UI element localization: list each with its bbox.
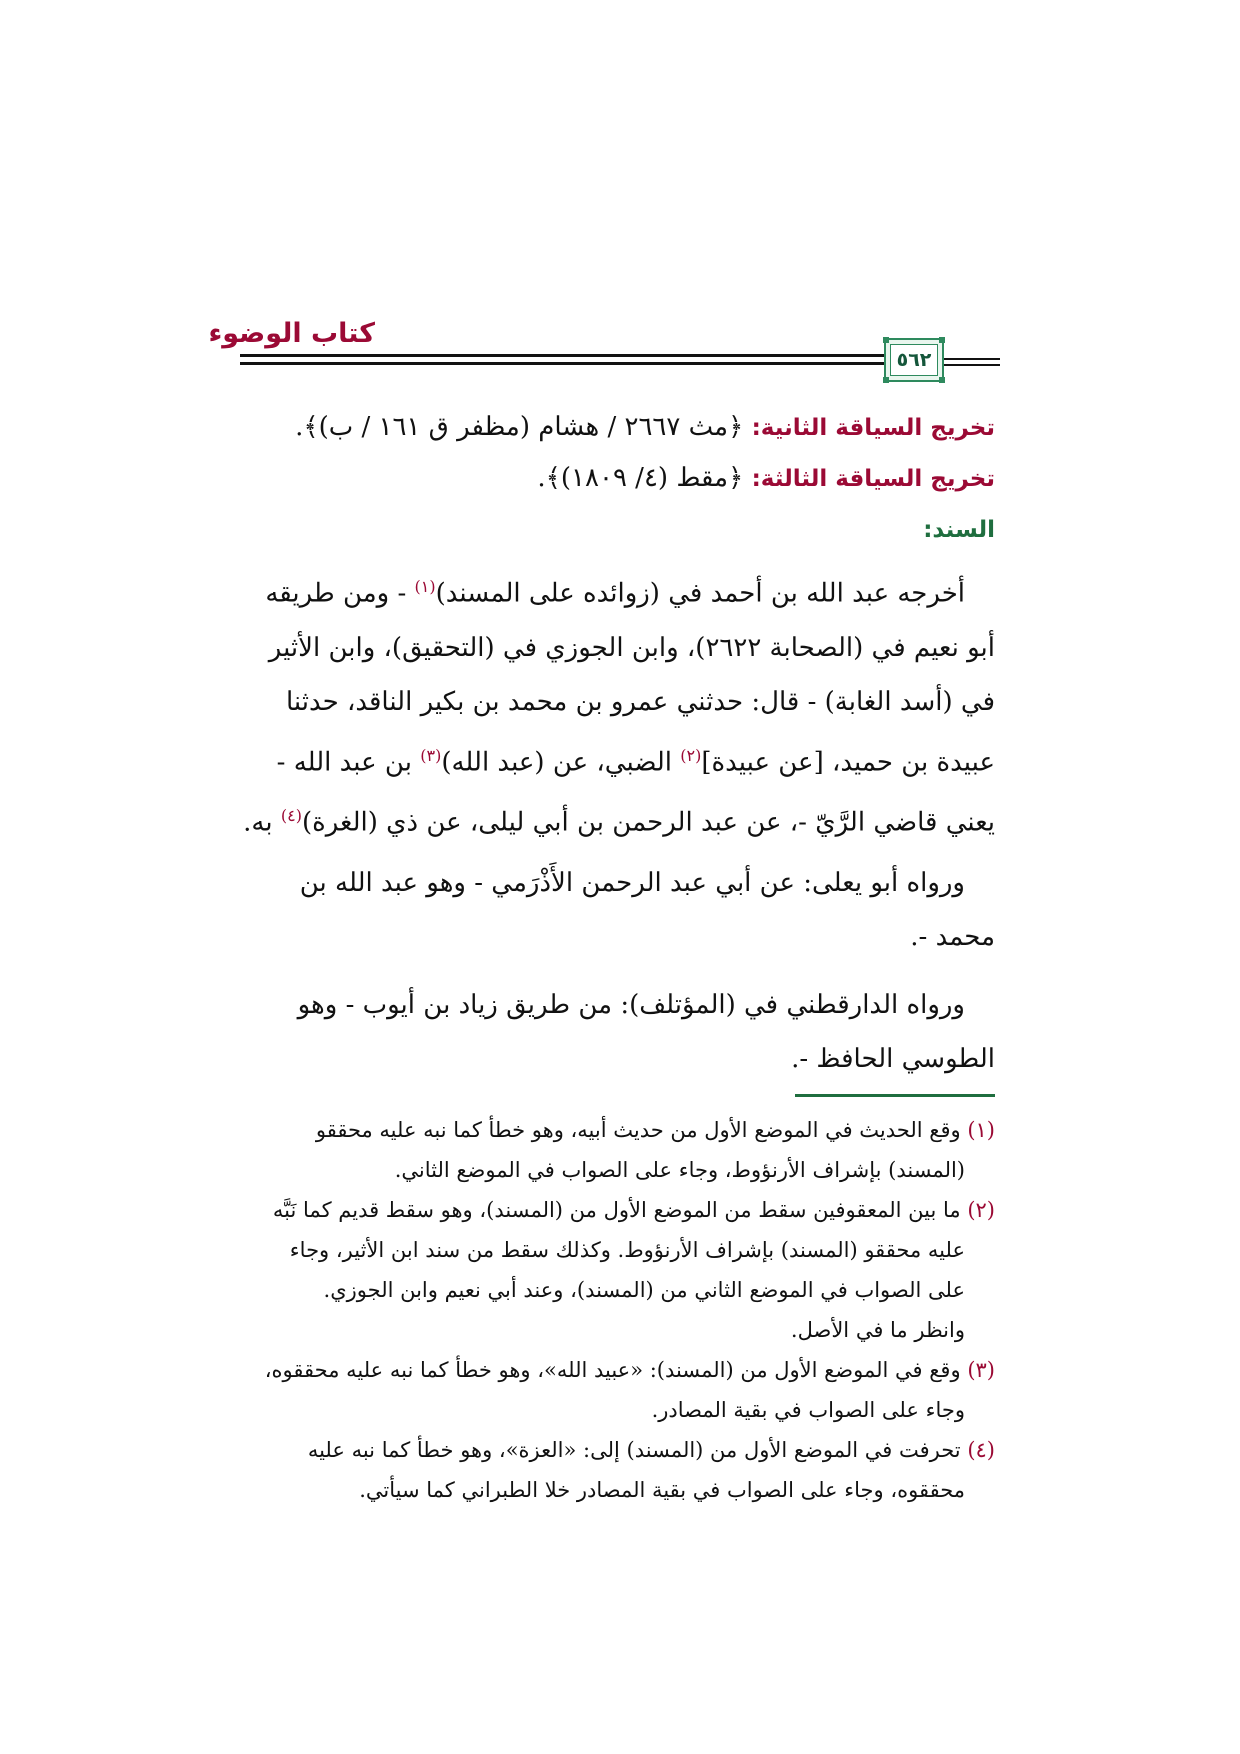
footnote-text: وقع الحديث في الموضع الأول من حديث أبيه، وهو خطأ كما نبه عليه محققو bbox=[315, 1118, 961, 1142]
text-line bbox=[235, 789, 995, 850]
text-run: به. bbox=[243, 807, 281, 838]
footnote-ref[interactable]: (٤) bbox=[280, 806, 302, 826]
text-run: بن عبد الله - bbox=[276, 747, 421, 778]
takhrij-line bbox=[235, 453, 995, 504]
footnote-item bbox=[235, 1430, 995, 1510]
footnote-line: (المسند) بإشراف الأرنؤوط، وجاء على الصواب في الموضع الثاني. bbox=[394, 1158, 965, 1182]
text-line: أبو نعيم في (الصحابة ٢٦٢٢)، وابن الجوزي في (التحقيق)، وابن الأثير bbox=[268, 632, 995, 663]
text-line: ورواه الدارقطني في (المؤتلف): من طريق زياد بن أيوب - وهو bbox=[297, 989, 965, 1020]
text-line: الطوسي الحافظ -. bbox=[791, 1043, 995, 1074]
page-number: ٥٦٢ bbox=[890, 344, 938, 376]
footnote-number: (١) bbox=[967, 1118, 995, 1142]
text-run: أخرجه عبد الله بن أحمد في (زوائده على المسند) bbox=[435, 578, 965, 609]
takhrij-text: ﴿مقط (٤/ ١٨٠٩)﴾. bbox=[537, 463, 752, 493]
header-rule-left-bottom bbox=[240, 362, 884, 365]
footnote-line bbox=[235, 1430, 995, 1470]
text-run: يعني قاضي الرَّيّ -، عن عبد الرحمن بن أبي ليلى، عن ذي (الغرة) bbox=[301, 807, 995, 838]
text-run: الضبي، عن (عبد الله) bbox=[441, 747, 681, 778]
footnote-number: (٤) bbox=[967, 1438, 995, 1462]
takhrij-label: تخريج السياقة الثالثة: bbox=[751, 466, 995, 492]
takhrij-text: ﴿مث ٢٦٦٧ / هشام (مظفر ق ١٦١ / ب)﴾. bbox=[295, 412, 752, 442]
text-line: في (أسد الغابة) - قال: حدثني عمرو بن محمد بن بكير الناقد، حدثنا bbox=[285, 686, 995, 717]
header-rule-right-bottom bbox=[944, 364, 1000, 366]
footnote-line: وانظر ما في الأصل. bbox=[790, 1318, 965, 1342]
badge-ornament bbox=[939, 337, 945, 343]
takhrij-label: تخريج السياقة الثانية: bbox=[751, 415, 995, 441]
main-text bbox=[235, 560, 995, 1086]
footnote-line bbox=[235, 1350, 995, 1390]
badge-ornament bbox=[883, 337, 889, 343]
text-line: محمد -. bbox=[910, 921, 995, 952]
text-line: ورواه أبو يعلى: عن أبي عبد الرحمن الأَذْرَمي - وهو عبد الله بن bbox=[299, 867, 965, 898]
footnote-ref[interactable]: (٢) bbox=[680, 745, 702, 765]
footnote-number: (٢) bbox=[967, 1198, 995, 1222]
footnote-ref[interactable]: (١) bbox=[414, 577, 436, 596]
badge-ornament bbox=[939, 377, 945, 383]
footnote-ref[interactable]: (٣) bbox=[420, 745, 442, 765]
takhrij-block bbox=[235, 402, 995, 555]
footnote-item bbox=[235, 1110, 995, 1190]
sanad-label: السند: bbox=[923, 517, 995, 543]
footnote-item bbox=[235, 1190, 995, 1350]
footnote-text: وقع في الموضع الأول من (المسند): «عبيد الله»، وهو خطأ كما نبه عليه محققوه، bbox=[264, 1358, 961, 1382]
text-run: عبيدة بن حميد، [عن عبيدة] bbox=[701, 747, 995, 778]
text-line bbox=[235, 560, 995, 621]
text-run: - ومن طريقه bbox=[265, 578, 415, 609]
footnote-line: محققوه، وجاء على الصواب في بقية المصادر خلا الطبراني كما سيأتي. bbox=[359, 1478, 965, 1502]
footnote-line: على الصواب في الموضع الثاني من (المسند)، وعند أبي نعيم وابن الجوزي. bbox=[323, 1278, 965, 1302]
footnote-separator bbox=[795, 1094, 995, 1097]
footnote-text: ما بين المعقوفين سقط من الموضع الأول من (المسند)، وهو سقط قديم كما نَبَّه bbox=[272, 1198, 961, 1222]
header-rule-left-top bbox=[240, 354, 884, 357]
footnote-number: (٣) bbox=[967, 1358, 995, 1382]
badge-ornament bbox=[883, 377, 889, 383]
footnotes bbox=[235, 1110, 995, 1510]
footnote-line: عليه محققو (المسند) بإشراف الأرنؤوط. وكذلك سقط من سند ابن الأثير، وجاء bbox=[289, 1238, 965, 1262]
footnote-line bbox=[235, 1190, 995, 1230]
footnote-line bbox=[235, 1110, 995, 1150]
footnote-item bbox=[235, 1350, 995, 1430]
header-rule-right-top bbox=[944, 358, 1000, 360]
footnote-line: وجاء على الصواب في بقية المصادر. bbox=[651, 1398, 965, 1422]
text-line bbox=[235, 729, 995, 790]
takhrij-line bbox=[235, 402, 995, 453]
sanad-heading bbox=[235, 504, 995, 555]
page-number-badge bbox=[884, 338, 944, 382]
footnote-text: تحرفت في الموضع الأول من (المسند) إلى: «العزة»، وهو خطأ كما نبه عليه bbox=[307, 1438, 961, 1462]
running-header-title: كتاب الوضوء bbox=[208, 318, 375, 349]
